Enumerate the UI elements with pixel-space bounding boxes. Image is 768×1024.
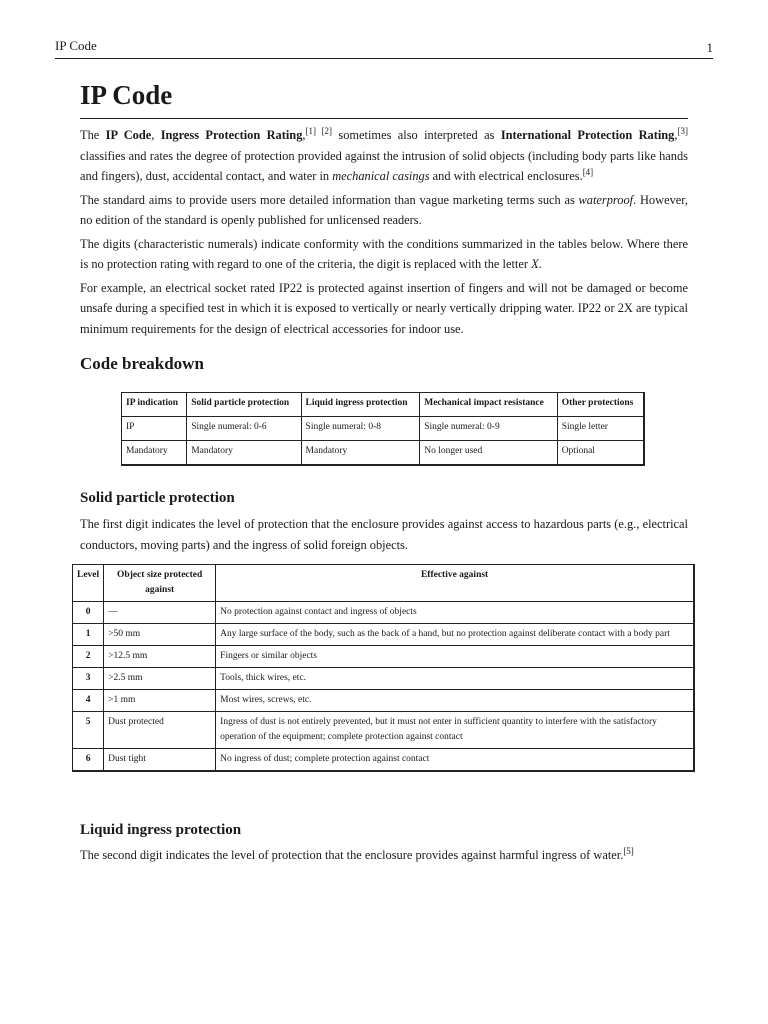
table-row [73, 668, 695, 690]
letter-x: X [531, 257, 539, 271]
column-header: Liquid ingress protection [301, 393, 420, 417]
object-size-cell: Dust tight [104, 749, 216, 772]
intro-paragraph-2: The standard aims to provide users more detailed information than vague marketing terms such as waterproof. However, no edition of the standard is openly published for unlicensed readers. [80, 192, 688, 227]
column-header: Mechanical impact resistance [420, 393, 557, 417]
table-header-row [73, 565, 695, 602]
table-header-row [122, 393, 645, 417]
table-cell: No longer used [420, 441, 557, 466]
table-cell: Mandatory [187, 441, 301, 466]
column-header: Solid particle protection [187, 393, 301, 417]
intro-paragraph-3: The digits (characteristic numerals) indicate conformity with the conditions summarized in the tables below. Where there is no protection rating with regard to one of the criteria, the digit is replaced with the letter X. [80, 236, 688, 271]
liquid-ingress-text: The second digit indicates the level of protection that the enclosure provides against harmful ingress of water.[5] [80, 845, 634, 862]
level-cell: 6 [73, 749, 104, 772]
level-cell: 3 [73, 668, 104, 690]
effective-against-cell: No ingress of dust; complete protection against contact [216, 749, 694, 772]
table-cell: Mandatory [301, 441, 420, 466]
table-cell: IP [122, 417, 187, 441]
intro-paragraph-4: For example, an electrical socket rated IP22 is protected against insertion of fingers and will not be damaged or become unsafe during a specified test in which it is exposed to vertically or nearly vertically dripping water. IP22 or 2X are typical minimum requirements for the design of electrical accessories for indoor use. [80, 280, 688, 336]
effective-against-cell: No protection against contact and ingress of objects [216, 602, 694, 624]
object-size-cell: >50 mm [104, 624, 216, 646]
level-cell: 2 [73, 646, 104, 668]
article-title: IP Code [80, 78, 688, 119]
column-header-level: Level [73, 565, 104, 602]
reference-4[interactable]: [4] [582, 166, 594, 177]
table-row [122, 441, 645, 466]
term-mechanical-casings: mechanical casings [332, 169, 430, 183]
table-row [122, 417, 645, 441]
object-size-cell: >12.5 mm [104, 646, 216, 668]
object-size-cell: >1 mm [104, 690, 216, 712]
heading-solid-particle-protection: Solid particle protection [80, 490, 235, 506]
table-cell: Single numeral: 0-6 [187, 417, 301, 441]
column-header: IP indication [122, 393, 187, 417]
table-cell: Single numeral: 0-8 [301, 417, 420, 441]
table-cell: Single numeral: 0-9 [420, 417, 557, 441]
level-cell: 1 [73, 624, 104, 646]
solid-particle-table [72, 564, 695, 772]
code-breakdown-table [121, 392, 645, 466]
intro-paragraph-1: The IP Code, Ingress Protection Rating,[1] [2] sometimes also interpreted as International Protection Rating,[3] classifies and rates the degree of protection provided against the intrusion of solid objects (including body parts like hands and fingers), dust, accidental contact, and water in mechanical casings and with electrical enclosures.[4] [80, 125, 688, 183]
effective-against-cell: Fingers or similar objects [216, 646, 694, 668]
object-size-cell: Dust protected [104, 712, 216, 749]
term-ingress-protection-rating: Ingress Protection Rating [160, 128, 303, 142]
table-row [73, 749, 695, 772]
level-cell: 0 [73, 602, 104, 624]
reference-3[interactable]: [3] [677, 125, 688, 136]
table-cell: Optional [557, 441, 644, 466]
table-cell: Mandatory [122, 441, 187, 466]
object-size-cell: — [104, 602, 216, 624]
running-header [55, 38, 713, 59]
level-cell: 4 [73, 690, 104, 712]
term-ip-code: IP Code [105, 128, 152, 142]
term-international-protection-rating: International Protection Rating [500, 128, 675, 142]
page-number: 1 [706, 40, 713, 55]
article-body [77, 78, 688, 862]
term-waterproof: waterproof [578, 192, 634, 207]
heading-code-breakdown: Code breakdown [80, 354, 204, 373]
table-row [73, 712, 695, 749]
table-row [73, 646, 695, 668]
table-row [73, 624, 695, 646]
column-header: Other protections [557, 393, 644, 417]
column-header-effective-against: Effective against [216, 565, 694, 602]
solid-particle-text: The first digit indicates the level of protection that the enclosure provides against access to hazardous parts (e.g., electrical conductors, moving parts) and the ingress of solid foreign objects. [80, 517, 688, 552]
heading-liquid-ingress-protection: Liquid ingress protection [80, 822, 242, 838]
running-header-title: IP Code [55, 38, 97, 53]
effective-against-cell: Most wires, screws, etc. [216, 690, 694, 712]
effective-against-cell: Ingress of dust is not entirely prevented, but it must not enter in sufficient quantity to interfere with the satisfactory operation of the equipment; complete protection against contact [216, 712, 694, 749]
column-header-object-size: Object size protected against [104, 565, 216, 602]
table-row [73, 690, 695, 712]
table-row [73, 602, 695, 624]
table-cell: Single letter [557, 417, 644, 441]
effective-against-cell: Tools, thick wires, etc. [216, 668, 694, 690]
object-size-cell: >2.5 mm [104, 668, 216, 690]
reference-5[interactable]: [5] [623, 845, 634, 856]
effective-against-cell: Any large surface of the body, such as the back of a hand, but no protection against deliberate contact with a body part [216, 624, 694, 646]
level-cell: 5 [73, 712, 104, 749]
reference-1-2[interactable]: [1] [2] [305, 125, 333, 136]
